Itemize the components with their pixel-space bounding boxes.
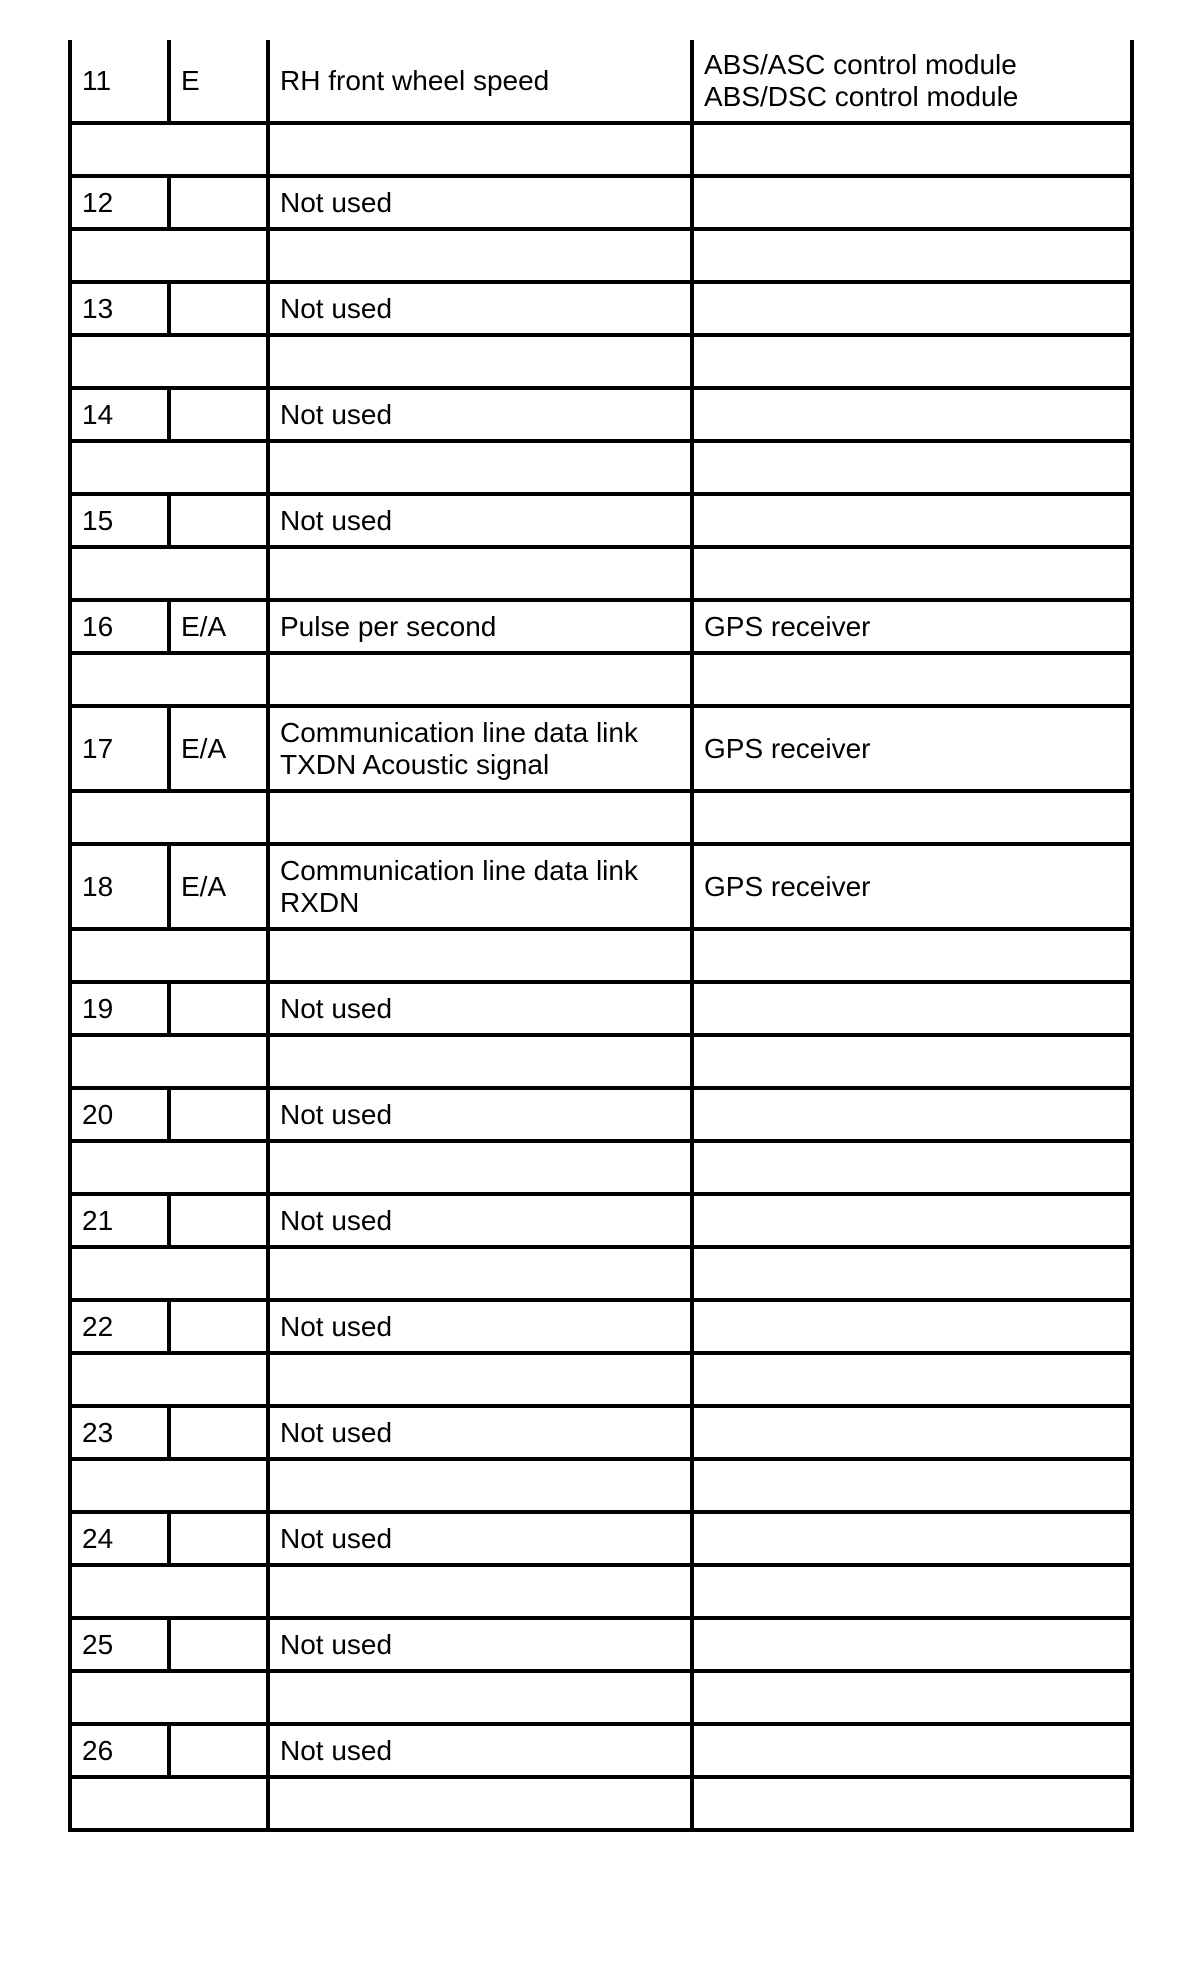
spacer-cell [70, 1141, 268, 1194]
table-row [70, 844, 1132, 929]
spacer-row [70, 1141, 1132, 1194]
description-cell: Not used [268, 388, 692, 441]
signal-type-cell [169, 982, 268, 1035]
connection-cell [692, 1406, 1132, 1459]
spacer-cell [70, 929, 268, 982]
pin-number-cell: 16 [70, 600, 169, 653]
connection-cell [692, 494, 1132, 547]
spacer-cell [70, 335, 268, 388]
table-row [70, 1194, 1132, 1247]
spacer-cell [70, 1671, 268, 1724]
spacer-row [70, 1671, 1132, 1724]
spacer-cell [692, 123, 1132, 176]
spacer-row [70, 1035, 1132, 1088]
pin-number-cell: 24 [70, 1512, 169, 1565]
table-body [70, 40, 1132, 1830]
spacer-row [70, 1565, 1132, 1618]
description-cell: Not used [268, 982, 692, 1035]
description-cell: Pulse per second [268, 600, 692, 653]
spacer-cell [268, 1247, 692, 1300]
spacer-cell [692, 1459, 1132, 1512]
spacer-cell [268, 1353, 692, 1406]
spacer-row [70, 1247, 1132, 1300]
pin-number-cell: 19 [70, 982, 169, 1035]
connection-cell [692, 282, 1132, 335]
pin-number-cell: 13 [70, 282, 169, 335]
spacer-cell [268, 229, 692, 282]
spacer-cell [268, 1777, 692, 1830]
pin-number-cell: 12 [70, 176, 169, 229]
signal-type-cell: E [169, 40, 268, 123]
pin-number-cell: 21 [70, 1194, 169, 1247]
table-row [70, 40, 1132, 123]
spacer-row [70, 229, 1132, 282]
spacer-cell [692, 929, 1132, 982]
description-cell: RH front wheel speed [268, 40, 692, 123]
table-row [70, 388, 1132, 441]
description-cell: Not used [268, 1300, 692, 1353]
table-row [70, 600, 1132, 653]
spacer-cell [268, 1035, 692, 1088]
connection-cell [692, 1088, 1132, 1141]
table-row [70, 176, 1132, 229]
table-row [70, 1724, 1132, 1777]
spacer-cell [268, 335, 692, 388]
connection-cell: GPS receiver [692, 706, 1132, 791]
signal-type-cell [169, 176, 268, 229]
description-cell: Not used [268, 494, 692, 547]
table-row [70, 1300, 1132, 1353]
spacer-cell [268, 441, 692, 494]
spacer-cell [268, 653, 692, 706]
spacer-cell [70, 1035, 268, 1088]
table-row [70, 982, 1132, 1035]
description-cell: Not used [268, 1406, 692, 1459]
signal-type-cell [169, 494, 268, 547]
spacer-cell [692, 335, 1132, 388]
spacer-cell [692, 1247, 1132, 1300]
spacer-cell [692, 1353, 1132, 1406]
spacer-cell [268, 123, 692, 176]
spacer-cell [692, 653, 1132, 706]
table-row [70, 1618, 1132, 1671]
signal-type-cell [169, 1406, 268, 1459]
spacer-cell [70, 791, 268, 844]
spacer-cell [268, 1459, 692, 1512]
signal-type-cell [169, 282, 268, 335]
signal-type-cell: E/A [169, 844, 268, 929]
description-cell: Not used [268, 1724, 692, 1777]
pin-number-cell: 22 [70, 1300, 169, 1353]
spacer-cell [692, 441, 1132, 494]
spacer-cell [268, 547, 692, 600]
signal-type-cell [169, 1300, 268, 1353]
spacer-row [70, 123, 1132, 176]
description-cell: Not used [268, 1512, 692, 1565]
spacer-row [70, 441, 1132, 494]
description-cell: Not used [268, 1194, 692, 1247]
connection-cell [692, 176, 1132, 229]
signal-type-cell: E/A [169, 600, 268, 653]
spacer-cell [70, 1247, 268, 1300]
spacer-cell [692, 547, 1132, 600]
pin-number-cell: 26 [70, 1724, 169, 1777]
spacer-cell [70, 1353, 268, 1406]
table-row [70, 706, 1132, 791]
spacer-row [70, 1777, 1132, 1830]
description-cell: Communication line data link TXDN Acoustic signal [268, 706, 692, 791]
spacer-cell [268, 1565, 692, 1618]
spacer-cell [692, 1671, 1132, 1724]
pin-number-cell: 15 [70, 494, 169, 547]
spacer-cell [692, 1035, 1132, 1088]
connection-cell: GPS receiver [692, 844, 1132, 929]
spacer-cell [692, 229, 1132, 282]
spacer-cell [70, 653, 268, 706]
pin-number-cell: 17 [70, 706, 169, 791]
connection-cell [692, 982, 1132, 1035]
pin-number-cell: 18 [70, 844, 169, 929]
spacer-row [70, 547, 1132, 600]
table-row [70, 1406, 1132, 1459]
spacer-cell [70, 123, 268, 176]
signal-type-cell [169, 1194, 268, 1247]
spacer-row [70, 1459, 1132, 1512]
description-cell: Not used [268, 176, 692, 229]
spacer-cell [268, 1141, 692, 1194]
spacer-cell [70, 1565, 268, 1618]
spacer-cell [268, 791, 692, 844]
spacer-row [70, 335, 1132, 388]
table-row [70, 1512, 1132, 1565]
pin-number-cell: 23 [70, 1406, 169, 1459]
connection-cell [692, 1194, 1132, 1247]
spacer-cell [692, 791, 1132, 844]
spacer-cell [70, 1459, 268, 1512]
connection-cell: GPS receiver [692, 600, 1132, 653]
signal-type-cell [169, 388, 268, 441]
pin-number-cell: 14 [70, 388, 169, 441]
spacer-cell [70, 547, 268, 600]
spacer-cell [70, 229, 268, 282]
spacer-row [70, 929, 1132, 982]
signal-type-cell [169, 1618, 268, 1671]
spacer-cell [268, 1671, 692, 1724]
connection-cell [692, 1300, 1132, 1353]
description-cell: Not used [268, 282, 692, 335]
description-cell: Not used [268, 1618, 692, 1671]
table-row [70, 494, 1132, 547]
connection-cell [692, 1724, 1132, 1777]
spacer-row [70, 1353, 1132, 1406]
spacer-cell [692, 1141, 1132, 1194]
pin-number-cell: 25 [70, 1618, 169, 1671]
pin-assignment-table [68, 40, 1134, 1832]
spacer-row [70, 791, 1132, 844]
spacer-row [70, 653, 1132, 706]
spacer-cell [70, 1777, 268, 1830]
spacer-cell [692, 1777, 1132, 1830]
connection-cell [692, 1618, 1132, 1671]
spacer-cell [692, 1565, 1132, 1618]
pin-number-cell: 20 [70, 1088, 169, 1141]
connection-cell: ABS/ASC control module ABS/DSC control module [692, 40, 1132, 123]
signal-type-cell [169, 1088, 268, 1141]
table-row [70, 282, 1132, 335]
pin-number-cell: 11 [70, 40, 169, 123]
spacer-cell [70, 441, 268, 494]
connection-cell [692, 388, 1132, 441]
signal-type-cell [169, 1512, 268, 1565]
table-row [70, 1088, 1132, 1141]
description-cell: Not used [268, 1088, 692, 1141]
description-cell: Communication line data link RXDN [268, 844, 692, 929]
connection-cell [692, 1512, 1132, 1565]
spacer-cell [268, 929, 692, 982]
signal-type-cell [169, 1724, 268, 1777]
signal-type-cell: E/A [169, 706, 268, 791]
